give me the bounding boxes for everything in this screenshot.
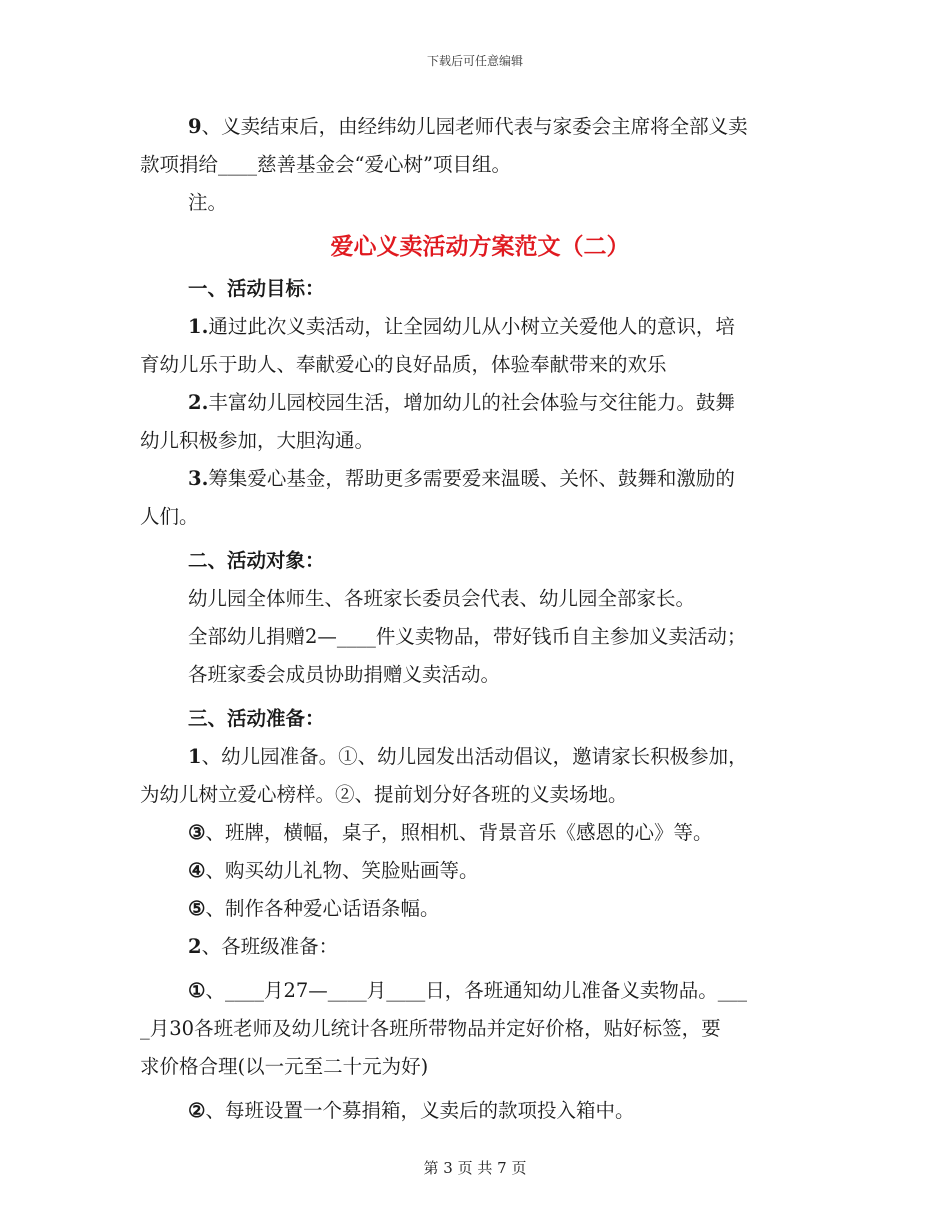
item-number: 1. (188, 315, 209, 338)
paragraph-line: 2.丰富幼儿园校园生活，增加幼儿的社会体验与交往能力。鼓舞 (188, 391, 735, 414)
item-number: ② (188, 1099, 206, 1122)
paragraph-line: ③、班牌，横幅，桌子，照相机、背景音乐《感恩的心》等。 (188, 821, 713, 844)
item-number: ③ (188, 821, 206, 844)
document-body (140, 108, 820, 1130)
paragraph-line: ④、购买幼儿礼物、笑脸贴画等。 (188, 859, 479, 882)
item-number: 3. (188, 467, 209, 490)
paragraph-line: 1、幼儿园准备。①、幼儿园发出活动倡议，邀请家长积极参加， (188, 745, 748, 768)
paragraph-line: ②、每班设置一个募捐箱，义卖后的款项投入箱中。 (188, 1099, 635, 1122)
paragraph-line: 育幼儿乐于助人、奉献爱心的良好品质，体验奉献带来的欢乐 (140, 353, 667, 376)
item-number: 2. (188, 391, 209, 414)
paragraph-line: 为幼儿树立爱心榜样。②、提前划分好各班的义卖场地。 (140, 783, 628, 806)
paragraph-line: 全部幼儿捐赠2—____件义卖物品，带好钱币自主参加义卖活动； (188, 625, 747, 648)
section-heading: 二、活动对象： (188, 549, 325, 572)
paragraph-line: _月30各班老师及幼儿统计各班所带物品并定好价格，贴好标签，要 (140, 1017, 721, 1040)
page-header-note: 下载后可任意编辑 (426, 54, 523, 68)
paragraph-line: ⑤、制作各种爱心话语条幅。 (188, 897, 440, 920)
paragraph-line: 2、各班级准备： (188, 935, 339, 958)
item-number: 1 (188, 745, 202, 768)
item-number: 2 (188, 935, 202, 958)
item-number: ① (188, 979, 206, 1002)
item-number: 9 (188, 115, 202, 138)
paragraph-line: 幼儿园全体师生、各班家长委员会代表、幼儿园全部家长。 (188, 587, 696, 610)
paragraph-line: 注。 (188, 191, 228, 214)
paragraph-line: 款项捐给____慈善基金会“爱心树”项目组。 (140, 153, 511, 176)
item-number: ⑤ (188, 897, 206, 920)
section-title: 爱心义卖活动方案范文（二） (330, 233, 630, 260)
paragraph-line: 3.筹集爱心基金，帮助更多需要爱来温暖、关怀、鼓舞和激励的 (188, 467, 735, 490)
section-heading: 三、活动准备： (188, 707, 325, 730)
page-number: 第 3 页 共 7 页 (423, 1159, 527, 1177)
paragraph-line: 人们。 (140, 505, 199, 528)
paragraph-line: 求价格合理(以一元至二十元为好) (140, 1055, 429, 1078)
paragraph-line: ①、____月27—____月____日，各班通知幼儿准备义卖物品。___ (188, 979, 748, 1002)
item-number: ④ (188, 859, 206, 882)
paragraph-line: 1.通过此次义卖活动，让全园幼儿从小树立关爱他人的意识，培 (188, 315, 735, 338)
section-heading: 一、活动目标： (188, 277, 325, 300)
paragraph-line: 9、义卖结束后，由经纬幼儿园老师代表与家委会主席将全部义卖 (188, 115, 748, 138)
paragraph-line: 幼儿积极参加，大胆沟通。 (140, 429, 375, 452)
paragraph-line: 各班家委会成员协助捐赠义卖活动。 (188, 663, 501, 686)
